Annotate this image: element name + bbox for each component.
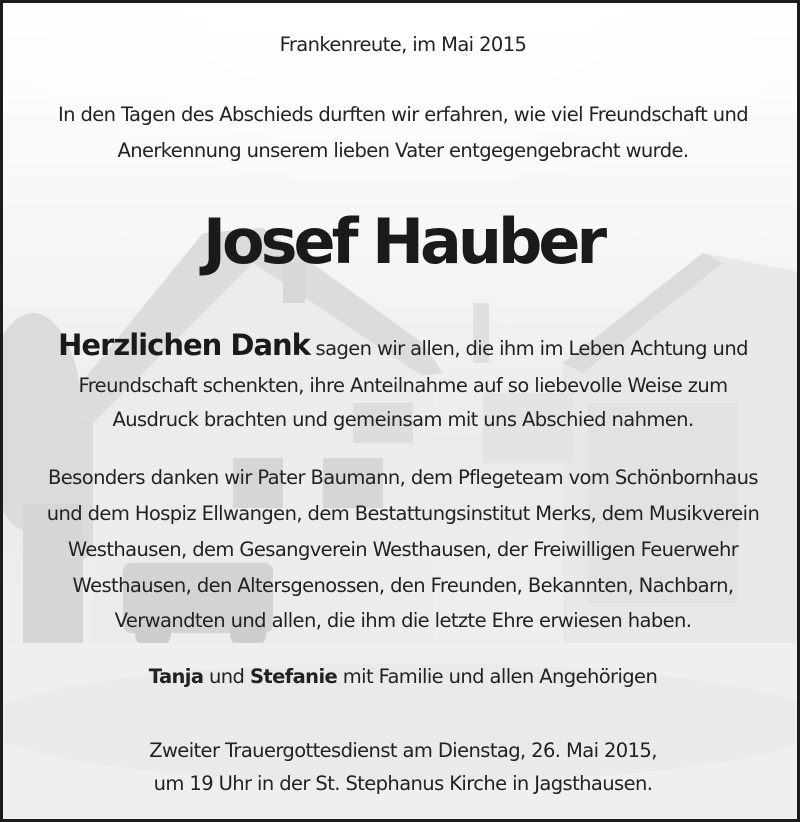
deceased-name: Josef Hauber bbox=[202, 205, 604, 278]
place-and-date: Frankenreute, im Mai 2015 bbox=[279, 33, 527, 56]
signature-name-1: Tanja bbox=[148, 665, 204, 688]
special-thanks-line-4: Westhausen, den Altersgenossen, den Freunden, Bekannten, Nachbarn, bbox=[72, 574, 734, 597]
special-thanks-line-3: Westhausen, dem Gesangverein Westhausen, der Freiwilligen Feuerwehr bbox=[67, 538, 739, 561]
service-line-1: Zweiter Trauergottesdienst am Dienstag, 26. Mai 2015, bbox=[149, 739, 657, 762]
intro-line-2: Anerkennung unserem lieben Vater entgegengebracht wurde. bbox=[117, 139, 689, 162]
signature-line bbox=[3, 665, 800, 689]
thanks-line-3: Ausdruck brachten und gemeinsam mit uns Abschied nahmen. bbox=[112, 408, 694, 431]
signature-rest: mit Familie und allen Angehörigen bbox=[337, 665, 658, 688]
special-thanks-line-5: Verwandten und allen, die ihm die letzte Ehre erwiesen haben. bbox=[114, 609, 692, 632]
special-thanks-line-1: Besonders danken wir Pater Baumann, dem Pflegeteam vom Schönbornhaus bbox=[48, 466, 758, 489]
thanks-line-1 bbox=[3, 329, 800, 365]
obituary-text bbox=[3, 3, 800, 822]
service-line-2: um 19 Uhr in der St. Stephanus Kirche in Jagsthausen. bbox=[153, 772, 653, 795]
thanks-line-1-rest: sagen wir allen, die ihm im Leben Achtung und bbox=[309, 337, 748, 360]
signature-name-2: Stefanie bbox=[249, 665, 338, 688]
intro-line-1: In den Tagen des Abschieds durften wir erfahren, wie viel Freundschaft und bbox=[57, 103, 749, 126]
special-thanks-line-2: und dem Hospiz Ellwangen, dem Bestattungsinstitut Merks, dem Musikverein bbox=[46, 502, 760, 525]
thanks-heading: Herzlichen Dank bbox=[58, 328, 310, 362]
signature-und: und bbox=[203, 665, 250, 688]
thanks-line-2: Freundschaft schenkten, ihre Anteilnahme auf so liebevolle Weise zum bbox=[78, 374, 728, 397]
